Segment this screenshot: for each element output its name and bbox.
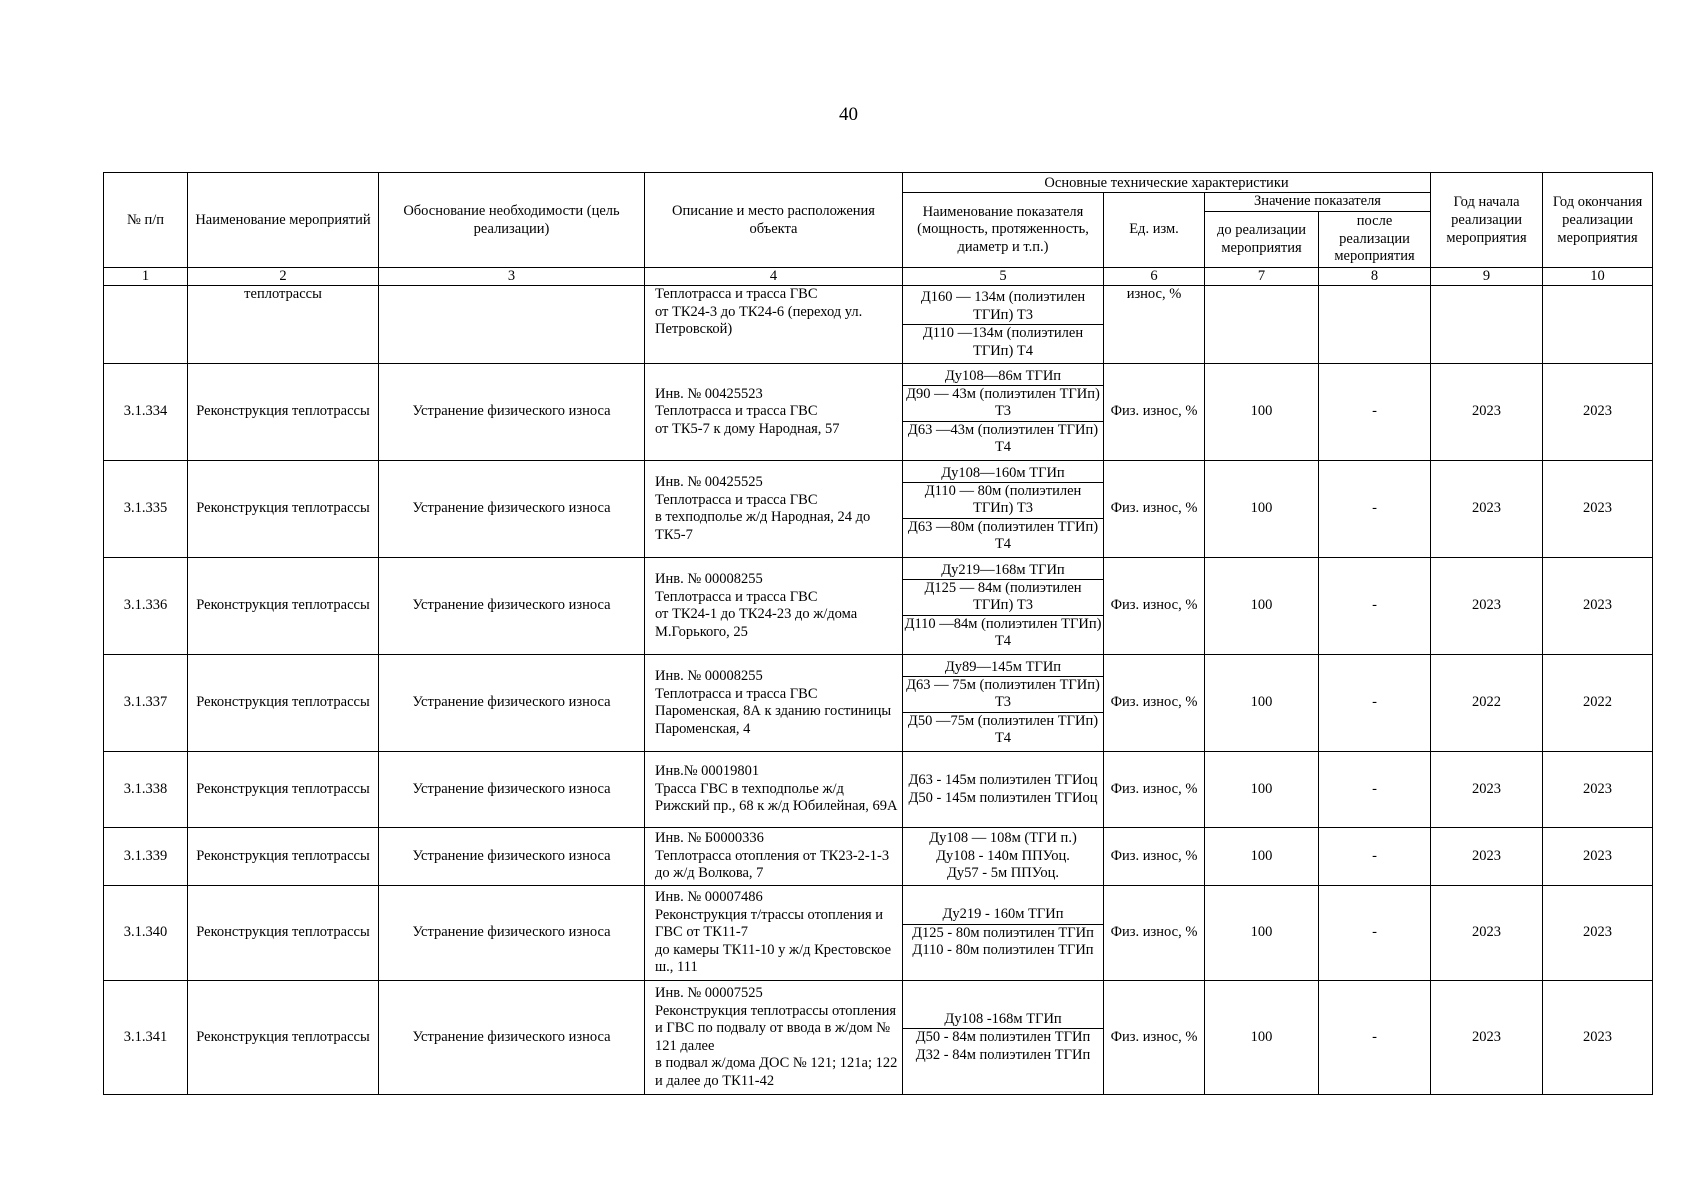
start-year [1431, 286, 1543, 364]
indicator-cell [903, 286, 1104, 364]
header-tech-group: Основные технические характеристики [903, 173, 1431, 193]
indicator-value: Д63 —43м (полиэтилен ТГИп) Т4 [907, 421, 1099, 455]
unit: Физ. износ, % [1104, 461, 1205, 558]
object-description: Инв. № 00007525 Реконструкция теплотрассы отопления и ГВС по подвалу от ввода в ж/дом № 121 далее в подвал ж/дома ДОС № 121; 121а; 122 и далее до ТК11-42 [645, 981, 903, 1095]
indicator-value: Д63 — 75м (полиэтилен ТГИп) Т3 [903, 677, 1103, 713]
measure-name: Реконструкция теплотрассы [188, 828, 379, 886]
end-year: 2023 [1543, 828, 1653, 886]
value-after: - [1319, 886, 1431, 981]
measure-reason: Устранение физического износа [379, 364, 645, 461]
measure-reason: Устранение физического износа [379, 828, 645, 886]
table-row [104, 364, 1653, 461]
row-number: 3.1.340 [104, 886, 188, 981]
indicator-cell [903, 364, 1104, 461]
header-reason: Обоснование необходимости (цель реализации) [379, 173, 645, 268]
start-year: 2023 [1431, 558, 1543, 655]
measure-name: Реконструкция теплотрассы [188, 558, 379, 655]
table-row [104, 828, 1653, 886]
start-year: 2023 [1431, 752, 1543, 828]
indicator-cell [903, 981, 1104, 1095]
value-after: - [1319, 752, 1431, 828]
row-number: 3.1.334 [104, 364, 188, 461]
unit: Физ. износ, % [1104, 828, 1205, 886]
measure-name: Реконструкция теплотрассы [188, 752, 379, 828]
unit: Физ. износ, % [1104, 558, 1205, 655]
measure-name: Реконструкция теплотрассы [188, 461, 379, 558]
row-number: 3.1.339 [104, 828, 188, 886]
measure-reason: Устранение физического износа [379, 461, 645, 558]
column-number: 5 [903, 268, 1104, 286]
object-description: Инв. № 00008255 Теплотрасса и трасса ГВС от ТК24-1 до ТК24-23 до ж/дома М.Горького, 25 [645, 558, 903, 655]
header-num: № п/п [104, 173, 188, 268]
indicator-value: Д110 —84м (полиэтилен ТГИп) Т4 [904, 615, 1102, 649]
measure-name: Реконструкция теплотрассы [188, 655, 379, 752]
header-start-year: Год начала реализации мероприятия [1431, 173, 1543, 268]
measure-reason: Устранение физического износа [379, 981, 645, 1095]
unit: Физ. износ, % [1104, 752, 1205, 828]
measure-name: теплотрассы [188, 286, 379, 364]
value-before: 100 [1205, 886, 1319, 981]
indicator-value: Д110 — 80м (полиэтилен ТГИп) Т3 [903, 483, 1103, 519]
header-name: Наименование мероприятий [188, 173, 379, 268]
indicator-value: Ду108—86м ТГИп [903, 368, 1103, 386]
row-number: 3.1.336 [104, 558, 188, 655]
indicator-value: Ду108 -168м ТГИп [903, 1011, 1103, 1030]
indicator-value: Д125 — 84м (полиэтилен ТГИп) Т3 [903, 580, 1103, 616]
indicator-value: Д50 —75м (полиэтилен ТГИп) Т4 [907, 712, 1099, 746]
header-indicator: Наименование показателя (мощность, протяженность, диаметр и т.п.) [903, 193, 1104, 268]
indicator-value: Ду108—160м ТГИп [903, 465, 1103, 483]
unit: Физ. износ, % [1104, 981, 1205, 1095]
value-before: 100 [1205, 981, 1319, 1095]
end-year: 2023 [1543, 752, 1653, 828]
indicator-value: Д63 - 145м полиэтилен ТГИоц Д50 - 145м полиэтилен ТГИоц [908, 772, 1098, 806]
object-description: Инв. № 00425525 Теплотрасса и трасса ГВС в техподполье ж/д Народная, 24 до ТК5-7 [645, 461, 903, 558]
start-year: 2023 [1431, 886, 1543, 981]
indicator-value: Д160 — 134м (полиэтилен ТГИп) Т3 [903, 289, 1103, 325]
indicator-cell [903, 828, 1104, 886]
indicator-cell [903, 461, 1104, 558]
end-year: 2023 [1543, 461, 1653, 558]
end-year: 2023 [1543, 364, 1653, 461]
table-row [104, 886, 1653, 981]
indicator-cell [903, 655, 1104, 752]
indicator-value: Д90 — 43м (полиэтилен ТГИп) Т3 [903, 386, 1103, 422]
indicator-value: Ду89—145м ТГИп [903, 659, 1103, 677]
header-description: Описание и место расположения объекта [645, 173, 903, 268]
value-after: - [1319, 981, 1431, 1095]
value-before [1205, 286, 1319, 364]
value-after: - [1319, 461, 1431, 558]
column-number: 3 [379, 268, 645, 286]
value-after: - [1319, 655, 1431, 752]
start-year: 2023 [1431, 828, 1543, 886]
indicator-cell [903, 558, 1104, 655]
header-after: после реализации мероприятия [1319, 212, 1431, 268]
unit: износ, % [1104, 286, 1205, 364]
table-row [104, 655, 1653, 752]
indicator-value: Д50 - 84м полиэтилен ТГИп Д32 - 84м полиэтилен ТГИп [915, 1029, 1091, 1063]
end-year: 2023 [1543, 981, 1653, 1095]
object-description: Инв.№ 00019801 Трасса ГВС в техподполье ж/д Рижский пр., 68 к ж/д Юбилейная, 69А [645, 752, 903, 828]
value-after [1319, 286, 1431, 364]
measure-reason [379, 286, 645, 364]
table-row [104, 286, 1653, 364]
end-year: 2023 [1543, 886, 1653, 981]
column-number: 8 [1319, 268, 1431, 286]
value-before: 100 [1205, 828, 1319, 886]
table-row [104, 981, 1653, 1095]
object-description: Инв. № 00425523 Теплотрасса и трасса ГВС от ТК5-7 к дому Народная, 57 [645, 364, 903, 461]
end-year: 2023 [1543, 558, 1653, 655]
measure-reason: Устранение физического износа [379, 752, 645, 828]
object-description: Теплотрасса и трасса ГВС от ТК24-3 до ТК24-6 (переход ул. Петровской) [645, 286, 903, 364]
measure-reason: Устранение физического износа [379, 558, 645, 655]
object-description: Инв. № 00007486 Реконструкция т/трассы отопления и ГВС от ТК11-7 до камеры ТК11-10 у ж/д Крестовское ш., 111 [645, 886, 903, 981]
indicator-value: Ду219 - 160м ТГИп [903, 906, 1103, 925]
object-description: Инв. № 00008255 Теплотрасса и трасса ГВС Пароменская, 8А к зданию гостиницы Пароменская, 4 [645, 655, 903, 752]
table-row [104, 461, 1653, 558]
start-year: 2023 [1431, 981, 1543, 1095]
measures-table [103, 172, 1653, 1095]
table-row [104, 558, 1653, 655]
column-number: 1 [104, 268, 188, 286]
value-before: 100 [1205, 461, 1319, 558]
measure-reason: Устранение физического износа [379, 886, 645, 981]
row-number: 3.1.335 [104, 461, 188, 558]
unit: Физ. износ, % [1104, 364, 1205, 461]
value-after: - [1319, 364, 1431, 461]
indicator-cell [903, 752, 1104, 828]
indicator-value: Ду108 — 108м (ТГИ п.) Ду108 - 140м ППУоц. Ду57 - 5м ППУоц. [929, 830, 1077, 882]
row-number: 3.1.337 [104, 655, 188, 752]
value-after: - [1319, 828, 1431, 886]
start-year: 2023 [1431, 461, 1543, 558]
measure-name: Реконструкция теплотрассы [188, 364, 379, 461]
value-before: 100 [1205, 558, 1319, 655]
column-number: 10 [1543, 268, 1653, 286]
column-number: 9 [1431, 268, 1543, 286]
row-number: 3.1.338 [104, 752, 188, 828]
value-before: 100 [1205, 655, 1319, 752]
value-before: 100 [1205, 752, 1319, 828]
start-year: 2022 [1431, 655, 1543, 752]
measure-name: Реконструкция теплотрассы [188, 886, 379, 981]
indicator-value: Д125 - 80м полиэтилен ТГИп Д110 - 80м полиэтилен ТГИп [912, 924, 1094, 959]
column-number: 4 [645, 268, 903, 286]
page-number: 40 [839, 104, 858, 125]
measure-name: Реконструкция теплотрассы [188, 981, 379, 1095]
row-number: 3.1.341 [104, 981, 188, 1095]
header-end-year: Год окончания реализации мероприятия [1543, 173, 1653, 268]
end-year: 2022 [1543, 655, 1653, 752]
unit: Физ. износ, % [1104, 655, 1205, 752]
unit: Физ. износ, % [1104, 886, 1205, 981]
value-after: - [1319, 558, 1431, 655]
object-description: Инв. № Б0000336 Теплотрасса отопления от ТК23-2-1-3 до ж/д Волкова, 7 [645, 828, 903, 886]
value-before: 100 [1205, 364, 1319, 461]
start-year: 2023 [1431, 364, 1543, 461]
table-row [104, 752, 1653, 828]
end-year [1543, 286, 1653, 364]
column-number: 6 [1104, 268, 1205, 286]
indicator-value: Д63 —80м (полиэтилен ТГИп) Т4 [907, 518, 1099, 552]
indicator-value: Д110 —134м (полиэтилен ТГИп) Т4 [922, 325, 1084, 359]
measure-reason: Устранение физического износа [379, 655, 645, 752]
header-before: до реализации мероприятия [1205, 212, 1319, 268]
header-unit: Ед. изм. [1104, 193, 1205, 268]
indicator-cell [903, 886, 1104, 981]
table-body [104, 268, 1653, 1095]
column-number: 2 [188, 268, 379, 286]
row-number [104, 286, 188, 364]
column-numbers-row [104, 268, 1653, 286]
indicator-value: Ду219—168м ТГИп [903, 562, 1103, 580]
header-value-group: Значение показателя [1205, 193, 1431, 212]
column-number: 7 [1205, 268, 1319, 286]
